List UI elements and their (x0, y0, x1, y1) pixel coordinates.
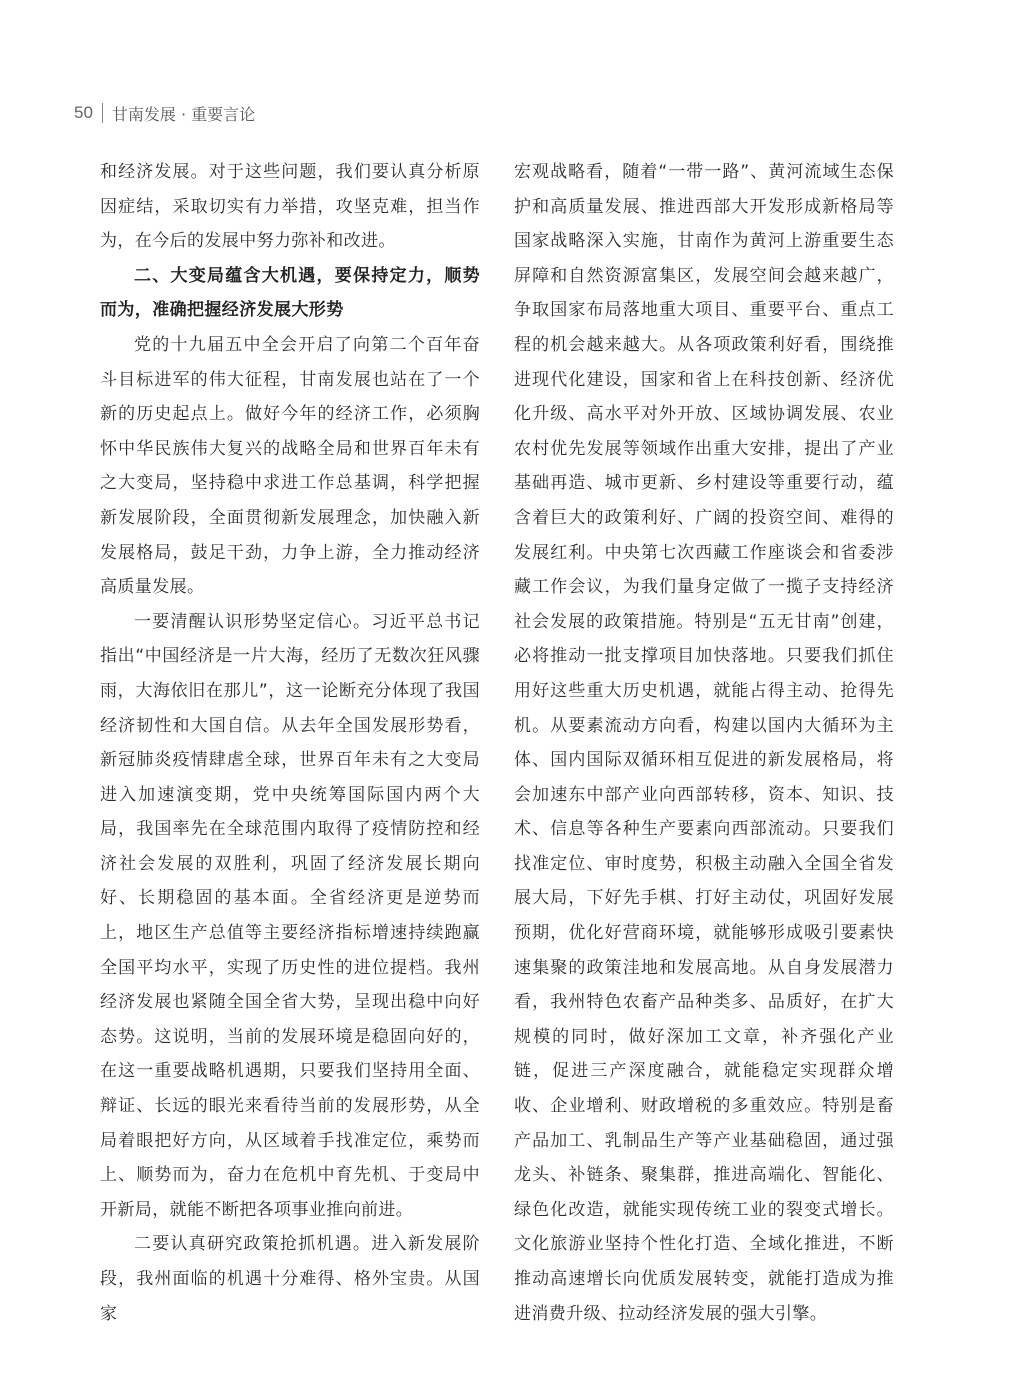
page-number: 50 (74, 103, 93, 122)
left-column (100, 155, 480, 1331)
running-header (74, 98, 255, 128)
body-paragraph: 二要认真研究政策抢抓机遇。进入新发展阶段，我州面临的机遇十分难得、格外宝贵。从国家 (100, 1234, 480, 1324)
body-paragraph: 一要清醒认识形势坚定信心。习近平总书记指出“中国经济是一片大海，经历了无数次狂风骤雨，大海依旧在那儿”，这一论断充分体现了我国经济韧性和大国自信。从去年全国发展形势看，新冠肺炎疫情肆虐全球，世界百年未有之大变局进入加速演变期，党中央统筹国际国内两个大局，我国率先在全球范围内取得了疫情防控和经济社会发展的双胜利，巩固了经济发展长期向好、长期稳固的基本面。全省经济更是逆势而上，地区生产总值等主要经济指标增速持续跑赢全国平均水平，实现了历史性的进位提档。我州经济发展也紧随全国全省大势，呈现出稳中向好态势。这说明，当前的发展环境是稳固向好的，在这一重要战略机遇期，只要我们坚持用全面、辩证、长远的眼光来看待当前的发展形势，从全局着眼把好方向，从区域着手找准定位，乘势而上、顺势而为，奋力在危机中育先机、于变局中开新局，就能不断把各项事业推向前进。 (100, 611, 480, 1220)
header-divider (102, 103, 103, 123)
continuation-paragraph: 宏观战略看，随着“一带一路”、黄河流域生态保护和高质量发展、推进西部大开发形成新格局等国家战略深入实施，甘南作为黄河上游重要生态屏障和自然资源富集区，发展空间会越来越广，争取国家布局落地重大项目、重要平台、重点工程的机会越来越大。从各项政策利好看，围绕推进现代化建设，国家和省上在科技创新、经济优化升级、高水平对外开放、区域协调发展、农业农村优先发展等领域作出重大安排，提出了产业基础再造、城市更新、乡村建设等重要行动，蕴含着巨大的政策利好、广阔的投资空间、难得的发展红利。中央第七次西藏工作座谈会和省委涉藏工作会议，为我们量身定做了一揽子支持经济社会发展的政策措施。特别是“五无甘南”创建，必将推动一批支撑项目加快落地。只要我们抓住用好这些重大历史机遇，就能占得主动、抢得先机。从要素流动方向看，构建以国内大循环为主体、国内国际双循环相互促进的新发展格局，将会加速东中部产业向西部转移，资本、知识、技术、信息等各种生产要素向西部流动。只要我们找准定位、审时度势，积极主动融入全国全省发展大局，下好先手棋、打好主动仗，巩固好发展预期，优化好营商环境，就能够形成吸引要素快速集聚的政策洼地和发展高地。从自身发展潜力看，我州特色农畜产品种类多、品质好，在扩大规模的同时，做好深加工文章，补齐强化产业链，促进三产深度融合，就能稳定实现群众增收、企业增利、财政增税的多重效应。特别是畜产品加工、乳制品生产等产业基础稳固，通过强龙头、补链条、聚集群，推进高端化、智能化、绿色化改造，就能实现传统工业的裂变式增长。文化旅游业坚持个性化打造、全域化推进，不断推动高速增长向优质发展转变，就能打造成为推进消费升级、拉动经济发展的强大引擎。 (514, 162, 894, 1324)
right-column (514, 155, 894, 1331)
publication-title: 甘南发展 · 重要言论 (111, 104, 256, 124)
continuation-paragraph: 和经济发展。对于这些问题，我们要认真分析原因症结，采取切实有力举措，攻坚克难，担当作为，在今后的发展中努力弥补和改进。 (100, 162, 480, 252)
body-paragraph: 党的十九届五中全会开启了向第二个百年奋斗目标进军的伟大征程，甘南发展也站在了一个新的历史起点上。做好今年的经济工作，必须胸怀中华民族伟大复兴的战略全局和世界百年未有之大变局，坚持稳中求进工作总基调，科学把握新发展阶段，全面贯彻新发展理念，加快融入新发展格局，鼓足干劲，力争上游，全力推动经济高质量发展。 (100, 334, 480, 598)
section-heading: 二、大变局蕴含大机遇，要保持定力，顺势而为，准确把握经济发展大形势 (100, 265, 480, 321)
